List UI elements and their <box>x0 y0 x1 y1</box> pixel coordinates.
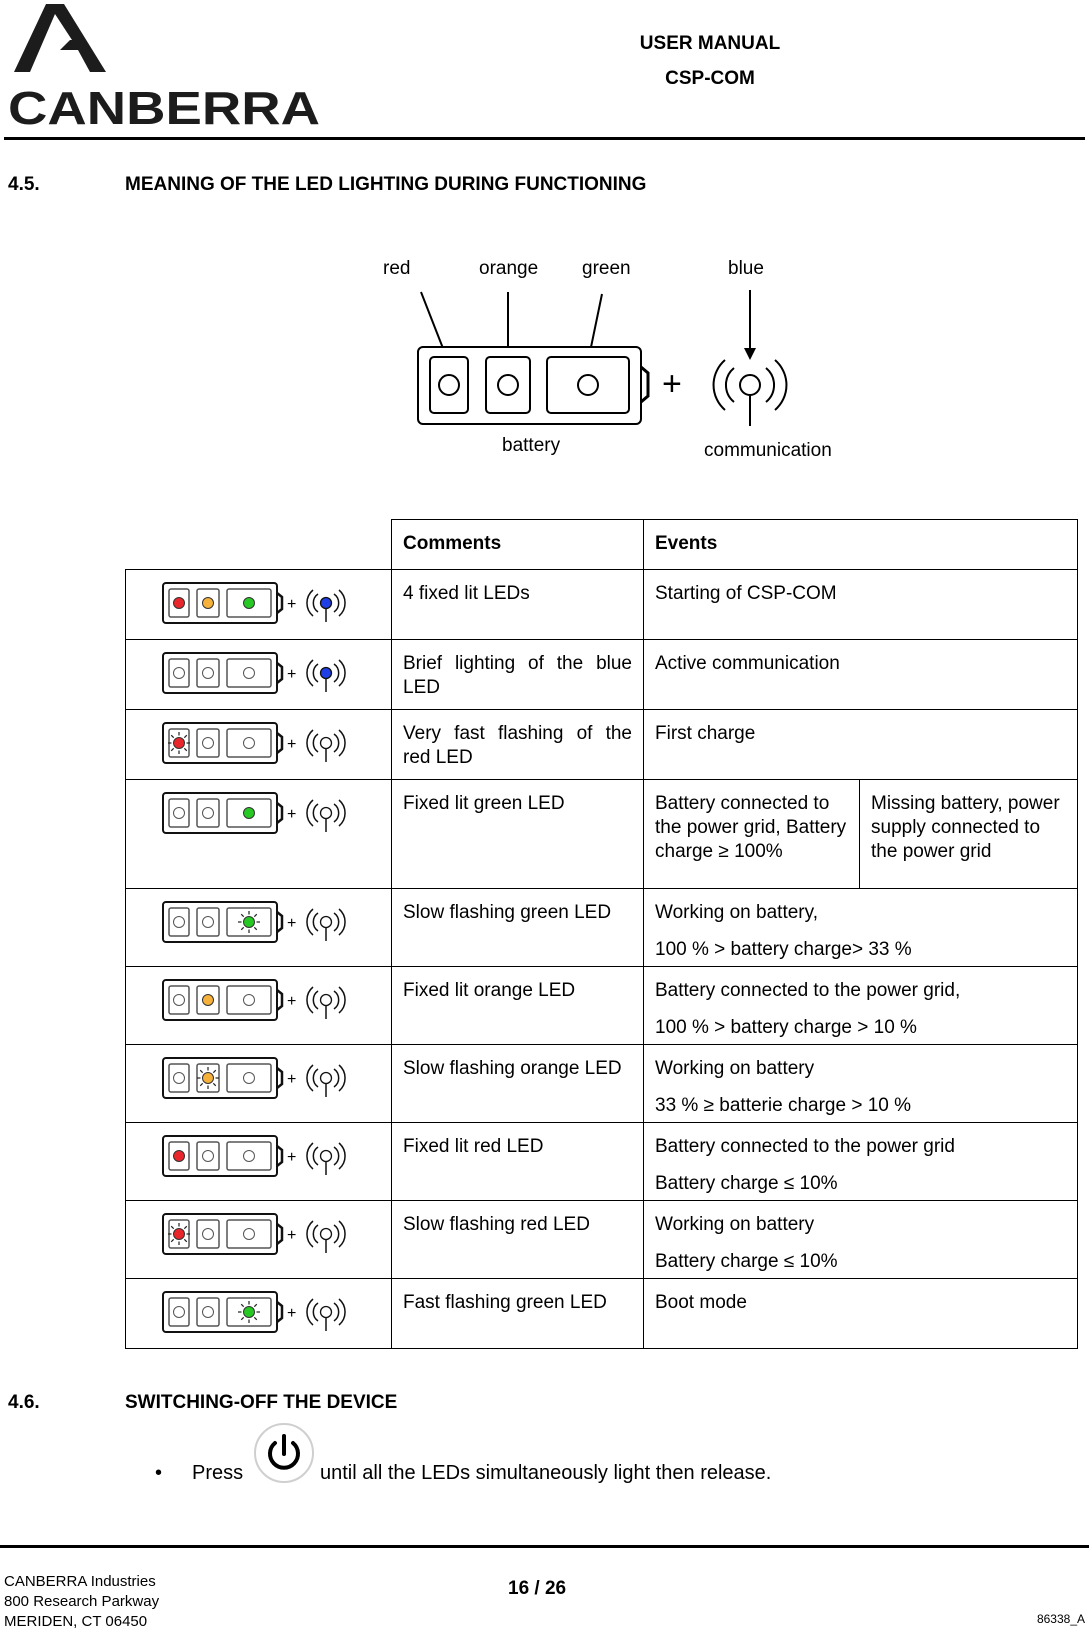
orange-led <box>202 1307 213 1318</box>
label-orange: orange <box>479 258 539 279</box>
red-led <box>173 1307 184 1318</box>
svg-text:+: + <box>286 993 296 1010</box>
event-line: Battery charge ≤ 10% <box>655 1251 838 1272</box>
header-divider <box>4 137 1085 140</box>
led-icon-cell <box>126 1045 392 1123</box>
blue-led <box>320 808 331 819</box>
red-led <box>173 917 184 928</box>
event-line: First charge <box>655 723 756 744</box>
led-icon-cell <box>126 780 392 889</box>
blue-led <box>320 598 331 609</box>
red-led <box>173 1073 184 1084</box>
red-led <box>173 738 184 749</box>
svg-text:+: + <box>286 1305 296 1322</box>
blue-led <box>320 1073 331 1084</box>
orange-led <box>202 598 213 609</box>
red-led-flashing-icon <box>161 1211 357 1257</box>
led-icon-cell <box>126 967 392 1045</box>
company-name: CANBERRA Industries <box>4 1573 156 1590</box>
event-cell: Battery connected to the power grid, Battery charge ≥ 100% <box>644 780 860 889</box>
event-cell <box>644 1123 1078 1201</box>
event-cell <box>644 1045 1078 1123</box>
comment-cell: Brief lighting of the blue LED <box>392 640 644 710</box>
led-icon-cell <box>126 1279 392 1349</box>
green-led <box>243 598 254 609</box>
footer-address <box>4 1572 159 1632</box>
orange-led-flashing-icon <box>161 1055 357 1101</box>
comment-cell: Slow flashing red LED <box>392 1201 644 1279</box>
led-icon-cell <box>126 1123 392 1201</box>
blue-led <box>320 1307 331 1318</box>
blue-led <box>320 1229 331 1240</box>
blue-led-lit-icon <box>161 650 357 696</box>
comments-header: Comments <box>392 520 644 570</box>
event-cell <box>644 1201 1078 1279</box>
comment-cell: Fixed lit green LED <box>392 780 644 889</box>
event-line: Working on battery, <box>655 902 818 923</box>
event-cell-alt: Missing battery, power supply connected to the power grid <box>860 780 1078 889</box>
section-title: SWITCHING-OFF THE DEVICE <box>125 1392 398 1413</box>
comment-cell: Slow flashing green LED <box>392 889 644 967</box>
comment-cell: Slow flashing orange LED <box>392 1045 644 1123</box>
event-line: 100 % > battery charge> 33 % <box>655 939 912 960</box>
event-line: Working on battery <box>655 1214 815 1235</box>
event-cell <box>644 1279 1078 1349</box>
orange-led <box>202 1151 213 1162</box>
event-line: Starting of CSP-COM <box>655 583 837 604</box>
event-line: Working on battery <box>655 1058 815 1079</box>
green-led <box>243 917 254 928</box>
antenna-icon <box>714 360 787 426</box>
green-led <box>243 995 254 1006</box>
communication-label: communication <box>704 440 832 461</box>
city-address: MERIDEN, CT 06450 <box>4 1613 148 1630</box>
bullet: • <box>155 1462 163 1484</box>
green-led-flashing-icon <box>161 1289 357 1335</box>
red-led <box>173 1151 184 1162</box>
canberra-logo <box>6 2 326 130</box>
footer-divider <box>0 1545 1089 1548</box>
street-address: 800 Research Parkway <box>4 1593 160 1610</box>
page-number: 16 / 26 <box>508 1578 567 1599</box>
red-led <box>173 995 184 1006</box>
label-red: red <box>383 258 411 279</box>
svg-text:CANBERRA: CANBERRA <box>8 82 320 130</box>
svg-text:+: + <box>286 596 296 613</box>
comment-cell: Fast flashing green LED <box>392 1279 644 1349</box>
empty-header-cell <box>126 520 392 570</box>
svg-text:+: + <box>286 806 296 823</box>
led-icon-cell <box>126 640 392 710</box>
green-led <box>243 1229 254 1240</box>
comment-cell: Fixed lit red LED <box>392 1123 644 1201</box>
red-led-lit-icon <box>161 1133 357 1179</box>
blue-led <box>320 995 331 1006</box>
orange-led <box>202 808 213 819</box>
green-led <box>243 1151 254 1162</box>
svg-text:+: + <box>286 915 296 932</box>
event-line: 100 % > battery charge > 10 % <box>655 1017 917 1038</box>
led-diagram <box>370 250 870 490</box>
svg-text:+: + <box>286 666 296 683</box>
event-cell <box>644 640 1078 710</box>
header-title: USER MANUAL <box>639 33 781 54</box>
label-green: green <box>582 258 631 279</box>
blue-led <box>320 668 331 679</box>
instruction-text: until all the LEDs simultaneously light then release. <box>320 1462 772 1484</box>
event-cell <box>644 889 1078 967</box>
green-led-flashing-icon <box>161 899 357 945</box>
red-led-flashing-icon <box>161 720 357 766</box>
event-cell <box>644 570 1078 640</box>
orange-led <box>202 917 213 928</box>
battery-label: battery <box>502 435 561 456</box>
led-icon-cell <box>126 889 392 967</box>
red-led <box>173 808 184 819</box>
green-led <box>243 738 254 749</box>
blue-led <box>320 738 331 749</box>
led-meaning-table <box>125 519 1078 1349</box>
svg-text:+: + <box>286 1227 296 1244</box>
svg-text:+: + <box>662 365 682 403</box>
header-subtitle: CSP-COM <box>665 68 755 89</box>
green-led-lit-icon <box>161 790 357 836</box>
event-line: Battery connected to the power grid <box>655 1136 955 1157</box>
event-line: 33 % ≥ batterie charge > 10 % <box>655 1095 911 1116</box>
green-led <box>243 1073 254 1084</box>
document-reference: 86338_A <box>1036 1612 1085 1626</box>
green-led <box>243 668 254 679</box>
comment-cell: Fixed lit orange LED <box>392 967 644 1045</box>
led-icon-cell <box>126 1201 392 1279</box>
section-title: MEANING OF THE LED LIGHTING DURING FUNCTIONING <box>125 174 647 195</box>
power-button-icon <box>252 1422 316 1484</box>
event-cell <box>644 710 1078 780</box>
event-cell <box>644 967 1078 1045</box>
arrow-green <box>590 294 602 352</box>
event-line: Battery connected to the power grid, <box>655 980 961 1001</box>
orange-led <box>202 738 213 749</box>
red-led <box>173 668 184 679</box>
green-led <box>243 808 254 819</box>
blue-led <box>320 917 331 928</box>
orange-led <box>202 995 213 1006</box>
led-icon-cell <box>126 710 392 780</box>
event-line: Boot mode <box>655 1292 747 1313</box>
red-led <box>173 598 184 609</box>
event-line: Battery charge ≤ 10% <box>655 1173 838 1194</box>
led-icon-cell <box>126 570 392 640</box>
section-number: 4.5. <box>8 174 40 195</box>
events-header: Events <box>644 520 1078 570</box>
comment-cell: 4 fixed lit LEDs <box>392 570 644 640</box>
comment-cell: Very fast flashing of the red LED <box>392 710 644 780</box>
event-line: Active communication <box>655 653 840 674</box>
blue-led <box>320 1151 331 1162</box>
orange-led <box>202 668 213 679</box>
green-led <box>243 1307 254 1318</box>
all-leds-lit-icon <box>161 580 357 626</box>
label-blue: blue <box>728 258 764 279</box>
orange-led <box>202 1229 213 1240</box>
svg-text:+: + <box>286 736 296 753</box>
press-text: Press <box>192 1462 244 1484</box>
svg-text:+: + <box>286 1071 296 1088</box>
red-led <box>173 1229 184 1240</box>
orange-led <box>202 1073 213 1084</box>
svg-text:+: + <box>286 1149 296 1166</box>
orange-led-lit-icon <box>161 977 357 1023</box>
section-number: 4.6. <box>8 1392 40 1413</box>
